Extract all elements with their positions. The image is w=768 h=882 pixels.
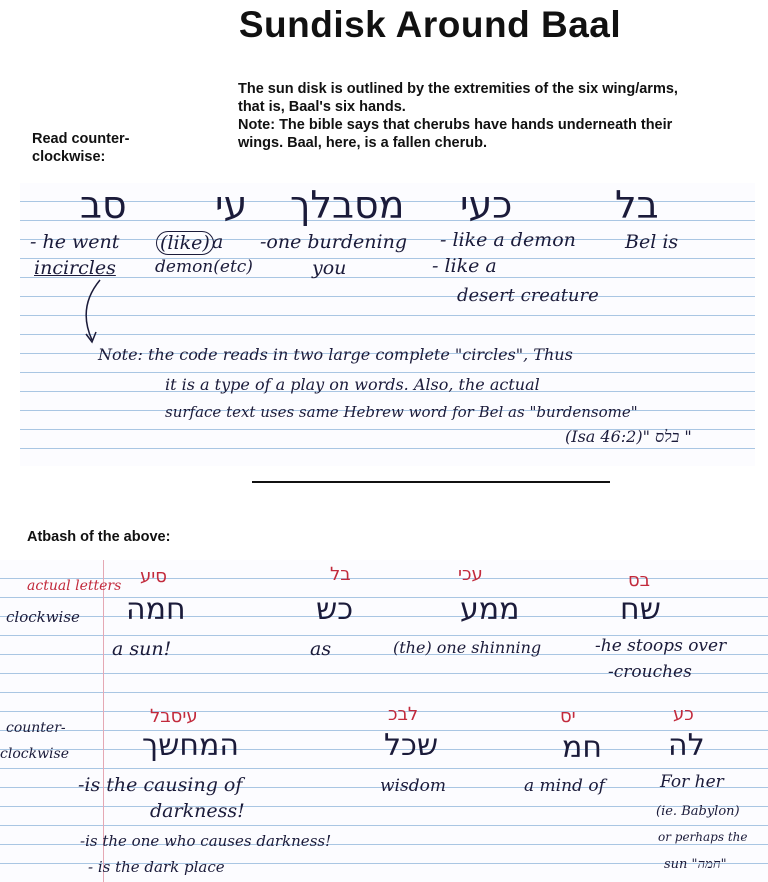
gloss: Bel is — [625, 231, 679, 253]
hebrew-group: סב — [80, 183, 127, 227]
gloss: -crouches — [608, 662, 692, 682]
intro-line: that is, Baal's six hands. — [238, 99, 406, 115]
curved-arrow-icon — [80, 278, 120, 348]
side-note: (ie. Babylon) — [656, 804, 740, 819]
hebrew-group: עי — [215, 183, 248, 227]
hebrew-word: לה — [668, 728, 705, 763]
gloss: darkness! — [150, 800, 245, 822]
hebrew-word: שכל — [384, 728, 439, 763]
gloss: demon(etc) — [155, 257, 253, 277]
red-letters: כע — [673, 704, 694, 725]
note-line: surface text uses same Hebrew word for Bel as "burdensome" — [165, 403, 638, 421]
counter-label: counter- — [6, 720, 66, 736]
atbash-label: Atbash of the above: — [27, 529, 171, 545]
hebrew-word: חמה — [126, 592, 186, 627]
gloss: you — [312, 257, 347, 279]
gloss: a mind of — [524, 776, 605, 796]
hebrew-group: בל — [615, 183, 659, 227]
side-note: sun "חמה" — [664, 857, 727, 872]
gloss: a — [212, 231, 224, 253]
red-letters: עיסבל — [150, 706, 198, 727]
intro-line: The sun disk is outlined by the extremities of the six wing/arms, — [238, 81, 678, 97]
hebrew-word: ממע — [460, 592, 520, 627]
intro-line: wings. Baal, here, is a fallen cherub. — [238, 135, 487, 151]
hebrew-group: כעי — [460, 183, 513, 227]
red-letters: לבכ — [388, 704, 419, 725]
hebrew-word: כש — [316, 592, 354, 627]
red-letters: בס — [628, 570, 651, 591]
hebrew-word: חמ — [562, 730, 602, 765]
gloss: as — [310, 638, 332, 660]
red-letters: יס — [560, 706, 576, 727]
gloss: (like) — [156, 231, 214, 255]
hebrew-word: המחשך — [142, 728, 239, 763]
hebrew-group: מסבלך — [290, 183, 405, 227]
intro-line: Note: The bible says that cherubs have hands underneath their — [238, 117, 673, 133]
gloss: a sun! — [112, 638, 172, 660]
gloss: For her — [660, 772, 724, 792]
actual-letters-label: actual letters — [27, 578, 122, 594]
red-letters: עכי — [458, 564, 483, 585]
hebrew-word: שח — [620, 592, 661, 627]
intro-paragraph — [238, 80, 738, 152]
red-letters: סיע — [140, 566, 167, 587]
gloss: (the) one shinning — [393, 638, 542, 657]
gloss: - like a — [432, 255, 497, 277]
gloss: - he went — [30, 231, 120, 253]
gloss: desert creature — [457, 285, 599, 306]
section-divider — [252, 481, 610, 483]
gloss: -one burdening — [260, 231, 407, 253]
gloss: wisdom — [380, 776, 446, 796]
gloss: -he stoops over — [595, 636, 727, 656]
top-note-paper — [20, 183, 755, 466]
note-line: (Isa 46:2)" בלס " — [565, 427, 692, 446]
side-note: or perhaps the — [658, 830, 748, 844]
note-line: it is a type of a play on words. Also, the actual — [165, 375, 540, 394]
atbash-paper — [0, 560, 768, 882]
gloss: -is the causing of — [78, 774, 243, 796]
clockwise-label: clockwise — [6, 608, 80, 626]
counter-label: clockwise — [0, 746, 70, 762]
gloss: - like a demon — [440, 229, 576, 251]
page-title: Sundisk Around Baal — [238, 4, 622, 45]
note-line: -is the one who causes darkness! — [80, 832, 332, 850]
gloss: incircles — [34, 257, 116, 279]
red-letters: בל — [330, 564, 351, 585]
note-line: Note: the code reads in two large complete "circles", Thus — [98, 345, 573, 364]
note-line: - is the dark place — [88, 858, 225, 876]
read-label: Read counter- clockwise: — [32, 131, 130, 165]
